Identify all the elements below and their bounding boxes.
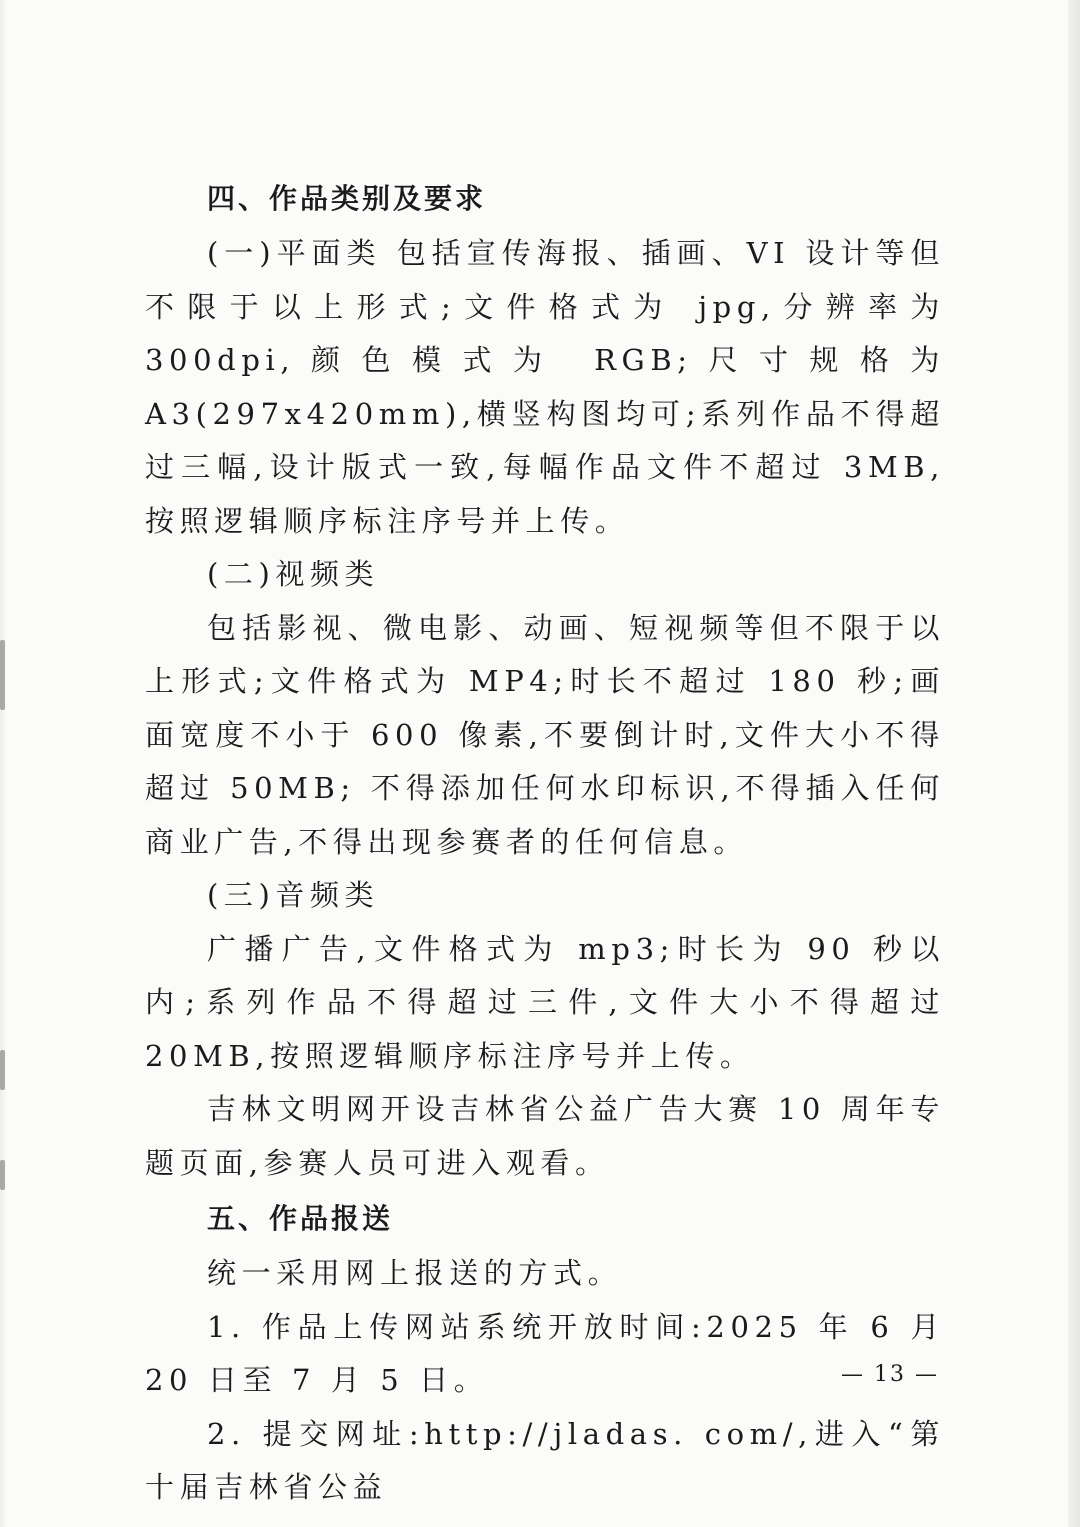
- audio-category-paragraph: 广播广告,文件格式为 mp3;时长为 90 秒以内;系列作品不得超过三件,文件大小不得超过 20MB,按照逻辑顺序标注序号并上传。: [145, 931, 945, 1073]
- submission-item-1: 1. 作品上传网站系统开放时间:2025 年 6 月 20 日至 7 月 5 日。: [145, 1309, 945, 1397]
- section-heading-categories: 四、作品类别及要求: [207, 182, 487, 215]
- website-note-paragraph: 吉林文明网开设吉林省公益广告大赛 10 周年专题页面,参赛人员可进入观看。: [145, 1092, 945, 1180]
- submission-intro: 统一采用网上报送的方式。: [207, 1256, 623, 1290]
- document-body: [145, 170, 945, 1515]
- page-right-edge: [1068, 0, 1080, 1527]
- page-number: — 13 —: [841, 1362, 939, 1387]
- scan-mark: [0, 640, 5, 710]
- scan-mark: [0, 1050, 5, 1090]
- audio-category-title: (三)音频类: [207, 878, 380, 912]
- page-left-edge: [0, 0, 6, 1527]
- video-category-paragraph: 包括影视、微电影、动画、短视频等但不限于以上形式;文件格式为 MP4;时长不超过 180 秒;画面宽度不小于 600 像素,不要倒计时,文件大小不得超过 50MB; 不得添加任何水印标识,不得插入任何商业广告,不得出现参赛者的任何信息。: [145, 610, 945, 859]
- video-category-title: (二)视频类: [207, 557, 380, 591]
- print-category-paragraph: (一)平面类 包括宣传海报、插画、VI 设计等但不限于以上形式;文件格式为 jpg,分辨率为 300dpi,颜色模式为 RGB;尺寸规格为 A3(297x420mm),横竖构图均可;系列作品不得超过三幅,设计版式一致,每幅作品文件不超过 3MB,按照逻辑顺序标注序号并上传。: [145, 236, 945, 538]
- section-heading-submission: 五、作品报送: [207, 1202, 394, 1235]
- submission-item-2: 2. 提交网址:http://jladas. com/,进入“第十届吉林省公益: [145, 1416, 945, 1504]
- scan-mark: [0, 1160, 5, 1190]
